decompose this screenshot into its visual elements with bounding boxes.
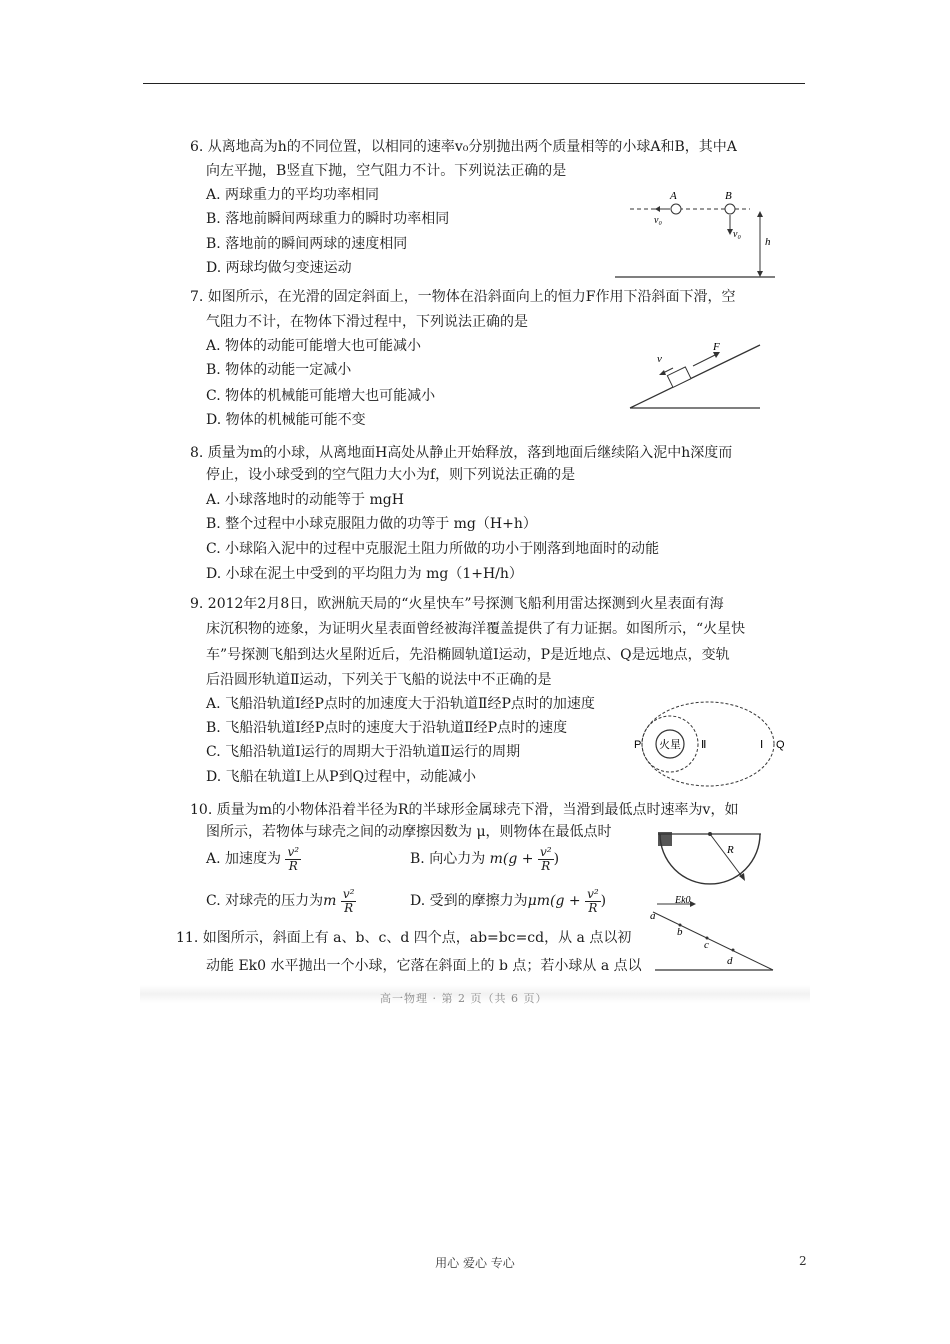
q8-option-b: B. 整个过程中小球克服阻力做的功等于 mg（H+h） [206,516,537,532]
q10-frac-den: R [541,858,551,873]
q9-option-c: C. 飞船沿轨道Ⅰ运行的周期大于沿轨道Ⅱ运行的周期 [206,744,521,760]
q11-stem-line2: 动能 Ek0 水平抛出一个小球，它落在斜面上的 b 点；若小球从 a 点以 [206,958,642,974]
q9-option-a: A. 飞船沿轨道Ⅰ经P点时的加速度大于沿轨道Ⅱ经P点时的加速度 [206,696,595,712]
q10-option-d-close: ) [600,893,607,909]
q6-option-d: D. 两球均做匀变速运动 [206,260,352,276]
q6-label-v0-a: v₀ [654,215,662,226]
q10-frac-num: v² [342,886,355,901]
q10-option-c-label: C. 对球壳的压力为 [206,893,324,909]
q10-stem-line1: 10. 质量为m的小物体沿着半径为R的半球形金属球壳下滑，当滑到最低点时速率为v，如 [190,802,739,818]
q10-hemisphere-figure [655,828,767,890]
q10-option-d-label: D. 受到的摩擦力为 [410,893,528,909]
q7-option-a: A. 物体的动能可能增大也可能减小 [206,338,422,354]
q10-option-d-expr: μm(g + [527,893,581,909]
q10-label-r: R [727,844,734,856]
q7-incline-figure [625,340,765,412]
q6-option-a: A. 两球重力的平均功率相同 [206,187,380,203]
q10-option-d [410,887,606,915]
q9-option-d: D. 飞船在轨道Ⅰ上从P到Q过程中，动能减小 [206,769,477,785]
header-rule [143,83,805,84]
q11-label-a: a [650,910,656,922]
q8-option-c: C. 小球陷入泥中的过程中克服泥土阻力所做的功小于刚落到地面时的动能 [206,541,660,557]
q7-option-c: C. 物体的机械能可能增大也可能减小 [206,388,436,404]
q10-frac-den: R [344,900,354,915]
q8-stem-line1: 8. 质量为m的小球，从离地面H高处从静止开始释放，落到地面后继续陷入泥中h深度而 [190,445,733,461]
q10-frac-num: v² [540,844,552,859]
q7-stem-line2: 气阻力不计，在物体下滑过程中，下列说法正确的是 [206,314,528,330]
q11-label-c: c [704,939,709,951]
q9-label-orbit2: Ⅱ [701,739,707,751]
q9-label-orbit1: Ⅰ [760,739,764,751]
page-number: 2 [799,1254,807,1268]
q10-option-a-label: A. 加速度为 [206,851,282,867]
q6-label-v0-b: v₀ [733,229,741,240]
q11-label-d: d [727,955,733,967]
q9-option-b: B. 飞船沿轨道Ⅰ经P点时的速度大于沿轨道Ⅱ经P点时的速度 [206,720,568,736]
q8-stem-line2: 停止，设小球受到的空气阻力大小为f，则下列说法正确的是 [206,467,576,483]
q6-label-h: h [765,236,771,248]
q10-option-b-label: B. 向心力为 [410,851,486,867]
q9-stem-line2: 床沉积物的迹象，为证明火星表面曾经被海洋覆盖提供了有力证据。如图所示，“火星快 [206,621,746,637]
page-footer: 用心 爱心 专心 [435,1256,515,1270]
q10-option-c-expr: m [323,893,337,909]
q10-option-b-expr: m(g + [489,851,534,867]
q10-stem-line2: 图所示，若物体与球壳之间的动摩擦因数为 μ，则物体在最低点时 [206,824,612,840]
q6-figure [610,185,780,280]
q10-option-c [206,887,356,915]
q10-option-b-fraction [538,846,554,873]
q9-label-q: Q [776,739,785,751]
q6-stem-line1: 6. 从离地高为h的不同位置，以相同的速率v₀分别抛出两个质量相等的小球A和B，其中A [190,139,737,155]
q10-frac-den: R [588,900,598,915]
q6-option-b: B. 落地前瞬间两球重力的瞬时功率相同 [206,211,450,227]
q7-label-v: v [657,353,662,365]
q9-stem-line1: 9. 2012年2月8日，欧洲航天局的“火星快车”号探测飞船利用雷达探测到火星表面有海 [190,596,724,612]
q9-stem-line3: 车”号探测飞船到达火星附近后，先沿椭圆轨道Ⅰ运动，P是近地点、Q是远地点，变轨 [206,647,730,663]
q6-label-a: A [670,190,677,202]
q10-frac-den: R [288,858,298,873]
q8-option-a: A. 小球落地时的动能等于 mgH [206,492,404,508]
q9-planet-label: 火星 [659,738,681,751]
q11-label-ek0: Ek0 [675,895,691,906]
q10-option-d-fraction [585,888,601,915]
q10-option-a [206,845,301,873]
q6-stem-line2: 向左平抛，B竖直下抛，空气阻力不计。下列说法正确的是 [206,163,567,179]
scanned-page-footer: 高一物理 · 第 2 页（共 6 页） [380,992,548,1005]
q9-label-p: P [634,739,642,751]
q10-option-b-close: ) [553,851,560,867]
q7-stem-line1: 7. 如图所示，在光滑的固定斜面上，一物体在沿斜面向上的恒力F作用下沿斜面下滑，空 [190,289,736,305]
q6-label-b: B [725,190,732,202]
q9-stem-line4: 后沿圆形轨道Ⅱ运动，下列关于飞船的说法中不正确的是 [206,672,552,688]
q9-orbit-figure [630,697,790,792]
q8-option-d: D. 小球在泥土中受到的平均阻力为 mg（1+H/h） [206,566,523,582]
q11-slope-figure [645,892,777,974]
q10-frac-num: v² [287,844,300,859]
q7-option-d: D. 物体的机械能可能不变 [206,412,366,428]
q11-label-b: b [677,926,683,938]
q10-frac-num: v² [587,886,599,901]
q6-option-c: B. 落地前的瞬间两球的速度相同 [206,236,408,252]
q10-option-c-fraction [341,888,357,915]
q10-option-b [410,845,559,873]
q7-option-b: B. 物体的动能一定减小 [206,362,352,378]
q7-label-f: F [713,341,720,353]
q10-option-a-fraction [285,846,301,873]
q11-stem-line1: 11. 如图所示，斜面上有 a、b、c、d 四个点，ab=bc=cd，从 a 点以初 [176,930,632,946]
